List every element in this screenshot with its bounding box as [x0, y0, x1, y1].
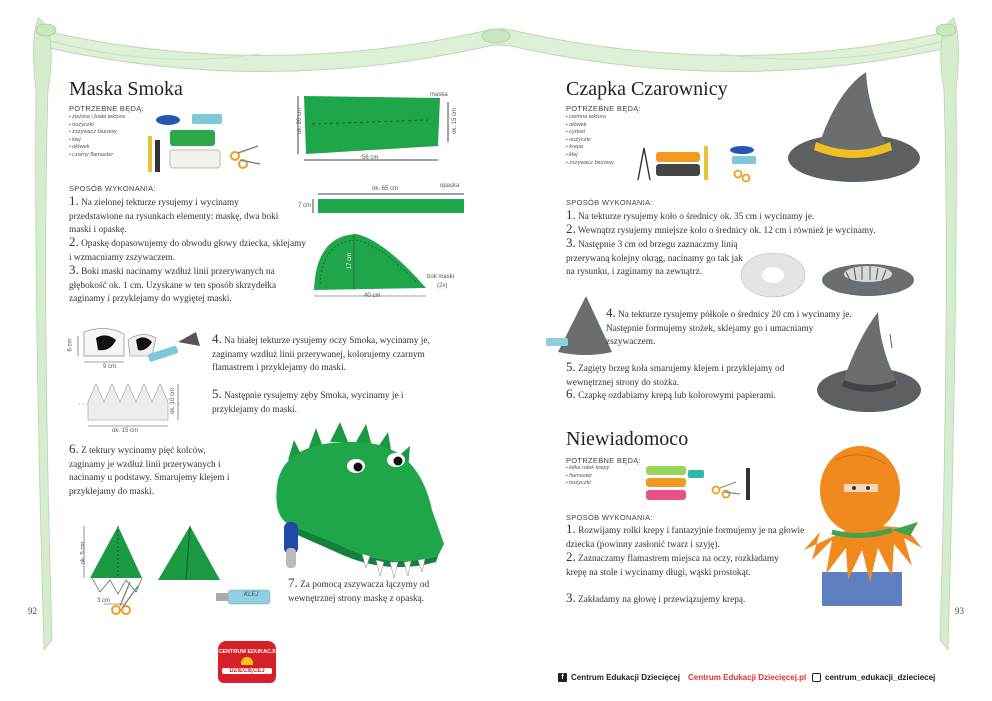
mask-step-1: 1. Rozwijamy rolki krepy i fantazyjnie formujemy je na głowie dziecka (powinny zasłonić twarz i szyję). [566, 521, 805, 550]
mask-step-2: 2. Zaznaczamy flamastrem miejsca na oczy, rozkładamy krepę na stole i wycinamy długi, wąski prostokąt. [566, 549, 779, 578]
material-item: ▪ ołówek [69, 144, 125, 152]
label-bok-x: (2x) [437, 283, 448, 289]
step-2: 2. Opaskę dopasowujemy do obwodu głowy dziecka, sklejamy i wzmacniamy zszywaczem. [69, 234, 306, 263]
materials-list [566, 114, 614, 167]
material-item: ▪ kilka rolek krepy [566, 465, 609, 473]
page-number-right: 93 [955, 606, 964, 616]
label-teeth-w: ok. 15 cm [112, 428, 139, 434]
hat-step-6: 6. Czapkę ozdabiamy krepą lub kolorowymi papierami. [566, 386, 776, 401]
label-eye-h: 6 cm [67, 338, 74, 352]
logo-text-bottom: DZIECIĘCEJ [222, 668, 272, 674]
material-item: ▪ czarny flamaster [69, 152, 125, 160]
logo-text-top: CENTRUM EDUKACJI [218, 649, 276, 655]
materials-list [566, 465, 609, 488]
step-7: 7. Za pomocą zszywacza łączymy od wewnętrznej strony maskę z opaską. [288, 575, 430, 604]
label-maska: maska [430, 92, 448, 98]
method-heading: SPOSÓB WYKONANIA: [566, 513, 653, 522]
material-item: ▪ nożyczki [566, 480, 609, 488]
hat-step-5: 5. Zagięty brzeg koła smarujemy klejem i przyklejamy od wewnętrznej strony do stożka. [566, 359, 785, 388]
needed-heading: POTRZEBNE BĘDĄ: [69, 104, 144, 113]
brim-diagram [820, 254, 916, 300]
page-title-witch-hat: Czapka Czarownicy [566, 78, 728, 100]
label-eye-w: 9 cm [103, 364, 117, 370]
label-teeth-h: ok. 10 cm [170, 387, 177, 415]
step-5: 5. Następnie rysujemy zęby Smoka, wycinamy je i przyklejamy do maski. [212, 386, 404, 415]
label-maska-h2: ok. 15 cm [452, 107, 459, 135]
page-number-left: 92 [28, 606, 37, 616]
label-bok: bok maski [427, 274, 455, 280]
footer-instagram[interactable]: centrum_edukacji_dzieciecej [812, 673, 935, 682]
material-item: ▪ zszywacz biurowy [69, 129, 125, 137]
material-item: ▪ klej [566, 152, 614, 160]
dragon-mask-illustration [268, 420, 458, 588]
label-opaska-w: ok. 65 cm [372, 186, 399, 192]
hat-materials-illustration [628, 140, 768, 186]
needed-heading: POTRZEBNE BĘDĄ: [566, 104, 641, 113]
method-heading: SPOSÓB WYKONANIA: [69, 184, 156, 193]
material-item: ▪ zielona i biała tektura [69, 114, 125, 122]
needed-heading: POTRZEBNE BĘDĄ: [566, 456, 641, 465]
crepe-head-illustration [796, 440, 926, 606]
material-item: ▪ cyrkiel [566, 129, 614, 137]
label-maska-h: ok. 20 cm [297, 107, 304, 135]
instagram-icon [812, 673, 821, 682]
material-item: ▪ ciemna tektura [566, 114, 614, 122]
material-item: ▪ zszywacz biurowy [566, 160, 614, 168]
material-item: ▪ klej [69, 137, 125, 145]
step-6: 6. Z tektury wycinamy pięć kolców, zaginamy je wzdłuż linii przerywanych i nacinamy u podstawy. Smarujemy klejem i przyklejamy do maski. [69, 441, 230, 497]
crepe-rolls-illustration [644, 464, 760, 504]
material-item: ▪ krepa [566, 144, 614, 152]
label-maska-w: 56 cm [362, 155, 379, 161]
page-title-niewiadomoco: Niewiadomoco [566, 428, 689, 450]
hat-step-4: 4. Na tekturze rysujemy półkole o średnicy 20 cm i wycinamy je. Następnie formujemy stożek, sklejamy go i umacniamy zszywaczem. [606, 305, 852, 347]
hat-step-1: 1. Na tekturze rysujemy koło o średnicy ok. 35 cm i wycinamy je. [566, 207, 815, 222]
ring-diagram [738, 250, 808, 300]
step-3: 3. Boki maski nacinamy wzdłuż linii przerywanych na głębokość ok. 1 cm. Uzyskane w ten sposób skrzydełka zaginamy i przyklejamy do wygiętej maski. [69, 262, 277, 304]
hat-step-2: 2. Wewnątrz rysujemy mniejsze koło o średnicy ok. 12 cm i również je wycinamy. [566, 221, 876, 236]
label-bok-h: 17 cm [347, 252, 354, 270]
materials-list [69, 114, 125, 160]
label-opaska-h: 7 cm [298, 203, 312, 209]
side-piece-diagram [306, 226, 436, 298]
facebook-icon: f [558, 673, 567, 682]
eye-diagram [66, 326, 206, 372]
label-glue: KLEJ [244, 592, 259, 598]
material-item: ▪ ołówek [566, 122, 614, 130]
hat-step-3: 3. Następnie 3 cm od brzegu zaznaczmy linią przerywaną kolejny okrąg, nacinamy go tak jak na rysunku, i zaginamy na zewnątrz. [566, 235, 743, 277]
footer-facebook[interactable]: f Centrum Edukacji Dziecięcej [558, 673, 680, 682]
footer-website[interactable]: Centrum Edukacji Dziecięcej.pl [688, 673, 807, 682]
step-4: 4. Na białej tekturze rysujemy oczy Smoka, wycinamy je, zaginamy wzdłuż linii przerywanej, kolorujemy czarnym flamastrem i przyklejamy do maski. [212, 331, 430, 373]
material-item: ▪ nożyczki [566, 137, 614, 145]
label-opaska: opaska [440, 183, 460, 189]
page-title-dragon: Maska Smoka [69, 78, 183, 100]
label-spike-h: ok. 5 cm [80, 541, 87, 565]
method-heading: SPOSÓB WYKONANIA: [566, 198, 653, 207]
materials-illustration [140, 108, 270, 178]
mask-step-3: 3. Zakładamy na głowę i przewiązujemy krepą. [566, 590, 746, 605]
label-spike-w: 3 cm [97, 598, 111, 604]
logo-sun-icon [241, 657, 253, 665]
label-bok-w: 40 cm [364, 293, 381, 299]
material-item: ▪ nożyczki [69, 122, 125, 130]
publisher-logo [218, 641, 276, 683]
band-diagram [300, 188, 470, 218]
witch-hat-illustration [784, 70, 924, 190]
material-item: ▪ flamaster [566, 473, 609, 481]
step-1: 1. Na zielonej tekturze rysujemy i wycinamy przedstawione na rysunkach elementy: maskę, dwa boki maski i opaskę. [69, 193, 279, 235]
